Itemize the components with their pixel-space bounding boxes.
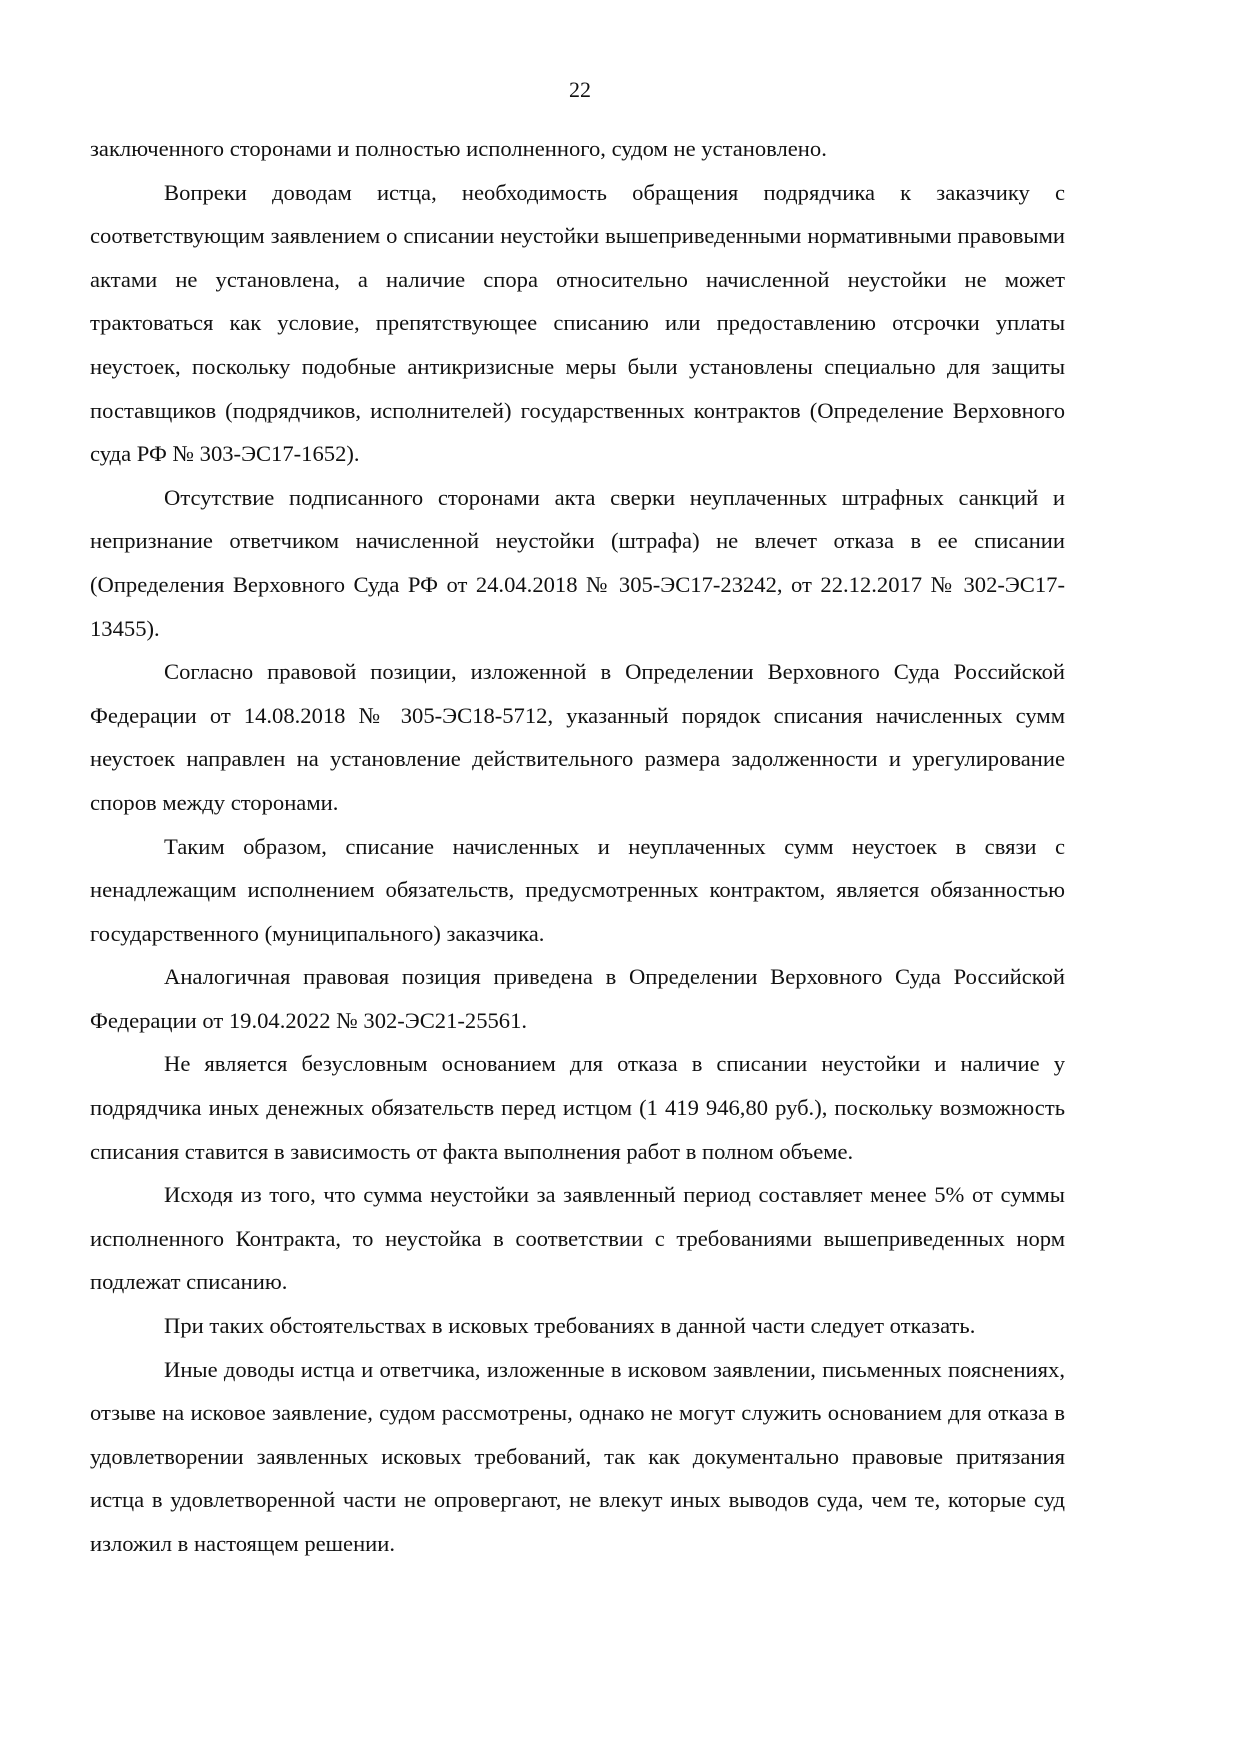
paragraph-similar-position: Аналогичная правовая позиция приведена в Определении Верховного Суда Российской Федерации от 19.04.2022 № 302-ЭС21-25561. <box>90 964 1065 1033</box>
paragraph-continuation: заключенного сторонами и полностью исполненного, судом не установлено. <box>90 136 827 161</box>
paragraph-customer-obligation: Таким образом, списание начисленных и неуплаченных сумм неустоек в связи с ненадлежащим исполнением обязательств, предусмотренных контрактом, является обязанностью государственного (муниципального) заказчика. <box>90 833 1065 946</box>
document-body <box>90 127 1065 1566</box>
paragraph-other-obligations: Не является безусловным основанием для отказа в списании неустойки и наличие у подрядчика иных денежных обязательств перед истцом (1 419 946,80 руб.), поскольку возможность списания ставится в зависимость от факта выполнения работ в полном объеме. <box>90 1051 1065 1164</box>
paragraph-penalty-write-off-application: Вопреки доводам истца, необходимость обращения подрядчика к заказчику с соответствующим заявлением о списании неустойки вышеприведенными нормативными правовыми актами не установлена, а наличие спора относительно начисленной неустойки не может трактоваться как условие, препятствующее списанию или предоставлению отсрочки уплаты неустоек, поскольку подобные антикризисные меры были установлены специально для защиты поставщиков (подрядчиков, исполнителей) государственных контрактов (Определение Верховного суда РФ № 303-ЭС17-1652). <box>90 179 1065 467</box>
paragraph-refusal: При таких обстоятельствах в исковых требованиях в данной части следует отказать. <box>164 1313 976 1339</box>
paragraph-other-arguments: Иные доводы истца и ответчика, изложенные в исковом заявлении, письменных пояснениях, отзыве на исковое заявление, судом рассмотрены, однако не могут служить основанием для отказа в удовлетворении заявленных исковых требований, так как документально правовые притязания истца в удовлетворенной части не опровергают, не влекут иных выводов суда, чем те, которые суд изложил в настоящем решении. <box>90 1356 1065 1556</box>
page-number: 22 <box>569 77 591 102</box>
paragraph-reconciliation-act: Отсутствие подписанного сторонами акта сверки неуплаченных штрафных санкций и непризнание ответчиком начисленной неустойки (штрафа) не влечет отказа в ее списании (Определения Верховного Суда РФ от 24.04.2018 № 305-ЭС17-23242, от 22.12.2017 № 302-ЭС17-13455). <box>90 484 1065 641</box>
paragraph-legal-position: Согласно правовой позиции, изложенной в Определении Верховного Суда Российской Федерации от 14.08.2018 № 305-ЭС18-5712, указанный порядок списания начисленных сумм неустоек направлен на установление действительного размера задолженности и урегулирование споров между сторонами. <box>90 659 1065 815</box>
paragraph-five-percent: Исходя из того, что сумма неустойки за заявленный период составляет менее 5% от суммы исполненного Контракта, то неустойка в соответствии с требованиями вышеприведенных норм подлежат списанию. <box>90 1182 1065 1295</box>
